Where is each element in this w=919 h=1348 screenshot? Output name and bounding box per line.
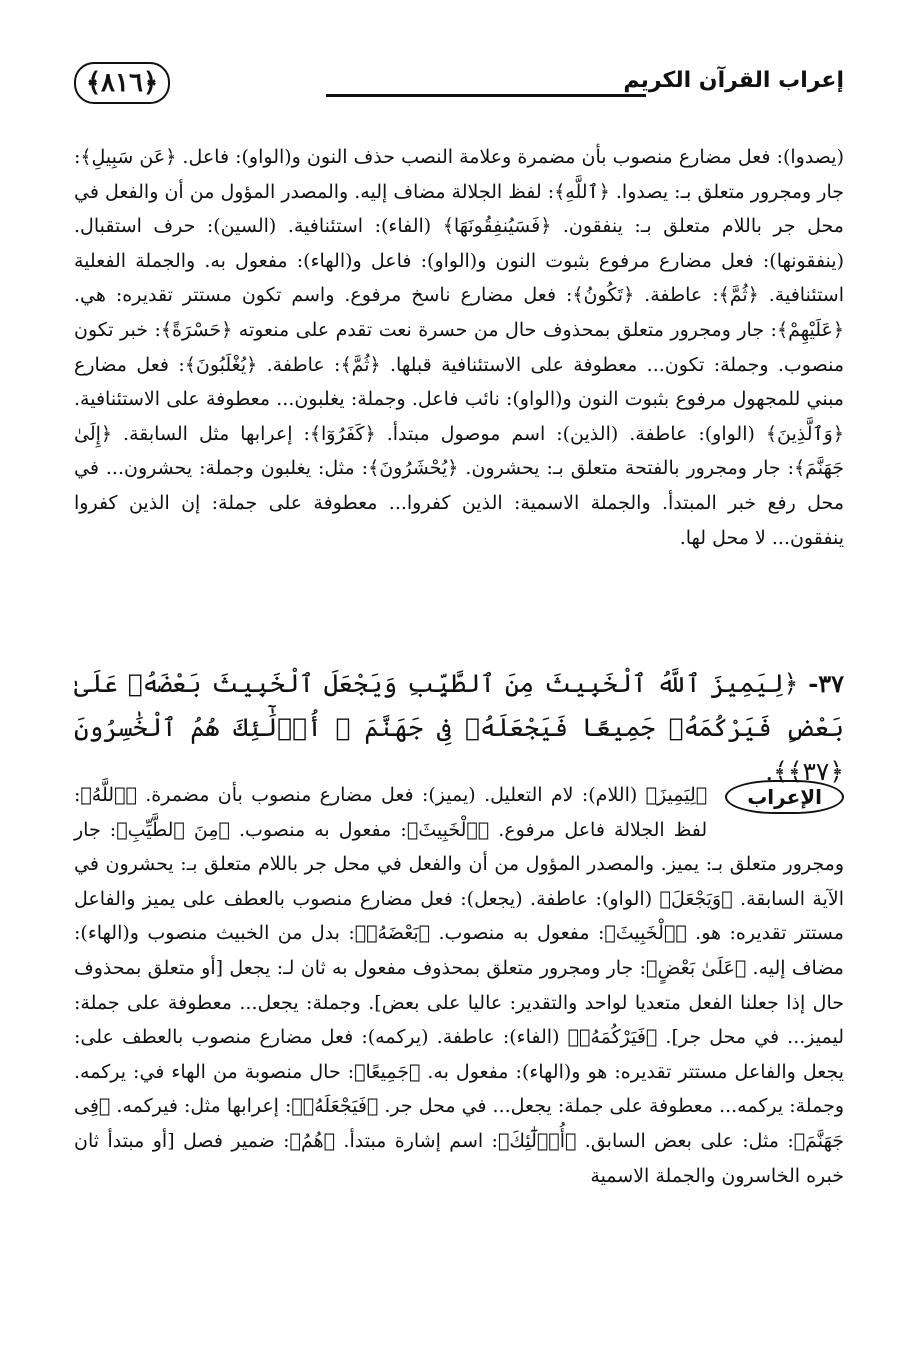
quran-verse xyxy=(74,662,844,794)
analysis-paragraph-2 xyxy=(74,778,844,1193)
page-number: ﴿٨١٦﴾ xyxy=(74,62,170,104)
iarab-badge: الإعراب xyxy=(725,780,844,814)
verse-text: ﴿لِيَمِيزَ ٱللَّهُ ٱلْخَبِيثَ مِنَ ٱلطَّيِّبِ وَيَجْعَلَ ٱلْخَبِيثَ بَعْضَهُۥ عَلَىٰ بَعْضٍ فَيَرْكُمَهُۥ جَمِيعًا فَيَجْعَلَهُۥ فِى جَهَنَّمَ ۚ أُو۟لَٰٓئِكَ هُمُ ٱلْخَٰسِرُونَ ﴿٣٧﴾﴾. xyxy=(74,669,844,786)
analysis-text-2: ﴿لِيَمِيزَ﴾ (اللام): لام التعليل. (يميز): فعل مضارع منصوب بأن مضمرة. ﴿ٱللَّهُ﴾: لفظ الجلالة فاعل مرفوع. ﴿ٱلْخَبِيثَ﴾: مفعول به منصوب. ﴿مِنَ ٱلطَّيِّبِ﴾: جار ومجرور متعلق بـ: يميز. والمصدر المؤول من أن والفعل في محل جر باللام متعلق بـ: يحشرون في الآية السابقة. ﴿وَيَجْعَلَ﴾ (الواو): عاطفة. (يجعل): فعل مضارع منصوب بالعطف على يميز والفاعل مستتر تقديره: هو. ﴿ٱلْخَبِيثَ﴾: مفعول به منصوب. ﴿بَعْضَهُۥ﴾: بدل من الخبيث منصوب و(الهاء): مضاف إليه. ﴿عَلَىٰ بَعْضٍ﴾: جار ومجرور متعلق بمحذوف مفعول به ثان لـ: يجعل [أو متعلق بمحذوف حال إذا جعلنا الفعل متعديا لواحد والتقدير: عاليا على بعض]. وجملة: يجعل... معطوفة على جملة: ليميز... في محل جر]. ﴿فَيَرْكُمَهُۥ﴾ (الفاء): عاطفة. (يركمه): فعل مضارع منصوب بالعطف على: يجعل والفاعل مستتر تقديره: هو و(الهاء): مفعول به. ﴿جَمِيعًا﴾: حال منصوبة من الهاء في: يركمه. وجملة: يركمه... معطوفة على جملة: يجعل... في محل جر. ﴿فَيَجْعَلَهُۥ﴾: إعرابها مثل: فيركمه. ﴿فِى جَهَنَّمَ﴾: مثل: على بعض السابق. ﴿أُو۟لَٰٓئِكَ﴾: اسم إشارة مبتدأ. ﴿هُمُ﴾: ضمير فصل [أو مبتدأ ثان خبره الخاسرون والجملة الاسمية xyxy=(74,784,844,1187)
book-title: إعراب القرآن الكريم xyxy=(623,68,844,93)
header-rule xyxy=(326,94,646,97)
verse-number: ٣٧- xyxy=(808,669,844,698)
analysis-paragraph-1: (يصدوا): فعل مضارع منصوب بأن مضمرة وعلامة النصب حذف النون و(الواو): فاعل. ﴿عَن سَبِيلِ﴾: جار ومجرور متعلق بـ: يصدوا. ﴿ٱللَّهِ﴾: لفظ الجلالة مضاف إليه. والمصدر المؤول من أن والفعل في محل جر باللام متعلق بـ: ينفقون. ﴿فَسَيُنفِقُونَهَا﴾ (الفاء): استئنافية. (السين): حرف استقبال. (ينفقونها): فعل مضارع مرفوع بثبوت النون و(الواو): فاعل و(الهاء): مفعول به. والجملة الفعلية استئنافية. ﴿ثُمَّ﴾: عاطفة. ﴿تَكُونُ﴾: فعل مضارع ناسخ مرفوع. واسم تكون مستتر تقديره: هي. ﴿عَلَيْهِمْ﴾: جار ومجرور متعلق بمحذوف حال من حسرة نعت تقدم على منعوته ﴿حَسْرَةً﴾: خبر تكون منصوب. وجملة: تكون... معطوفة على الاستئنافية قبلها. ﴿ثُمَّ﴾: عاطفة. ﴿يُغْلَبُونَ﴾: فعل مضارع مبني للمجهول مرفوع بثبوت النون و(الواو): نائب فاعل. وجملة: يغلبون... معطوفة على الاستئنافية. ﴿وَٱلَّذِينَ﴾ (الواو): عاطفة. (الذين): اسم موصول مبتدأ. ﴿كَفَرُوٓا﴾: إعرابها مثل السابقة. ﴿إِلَىٰ جَهَنَّمَ﴾: جار ومجرور بالفتحة متعلق بـ: يحشرون. ﴿يُحْشَرُونَ﴾: مثل: يغلبون وجملة: يحشرون... في محل رفع خبر المبتدأ. والجملة الاسمية: الذين كفروا... معطوفة على جملة: إن الذين كفروا ينفقون... لا محل لها. xyxy=(74,146,844,549)
page-header xyxy=(74,58,844,108)
